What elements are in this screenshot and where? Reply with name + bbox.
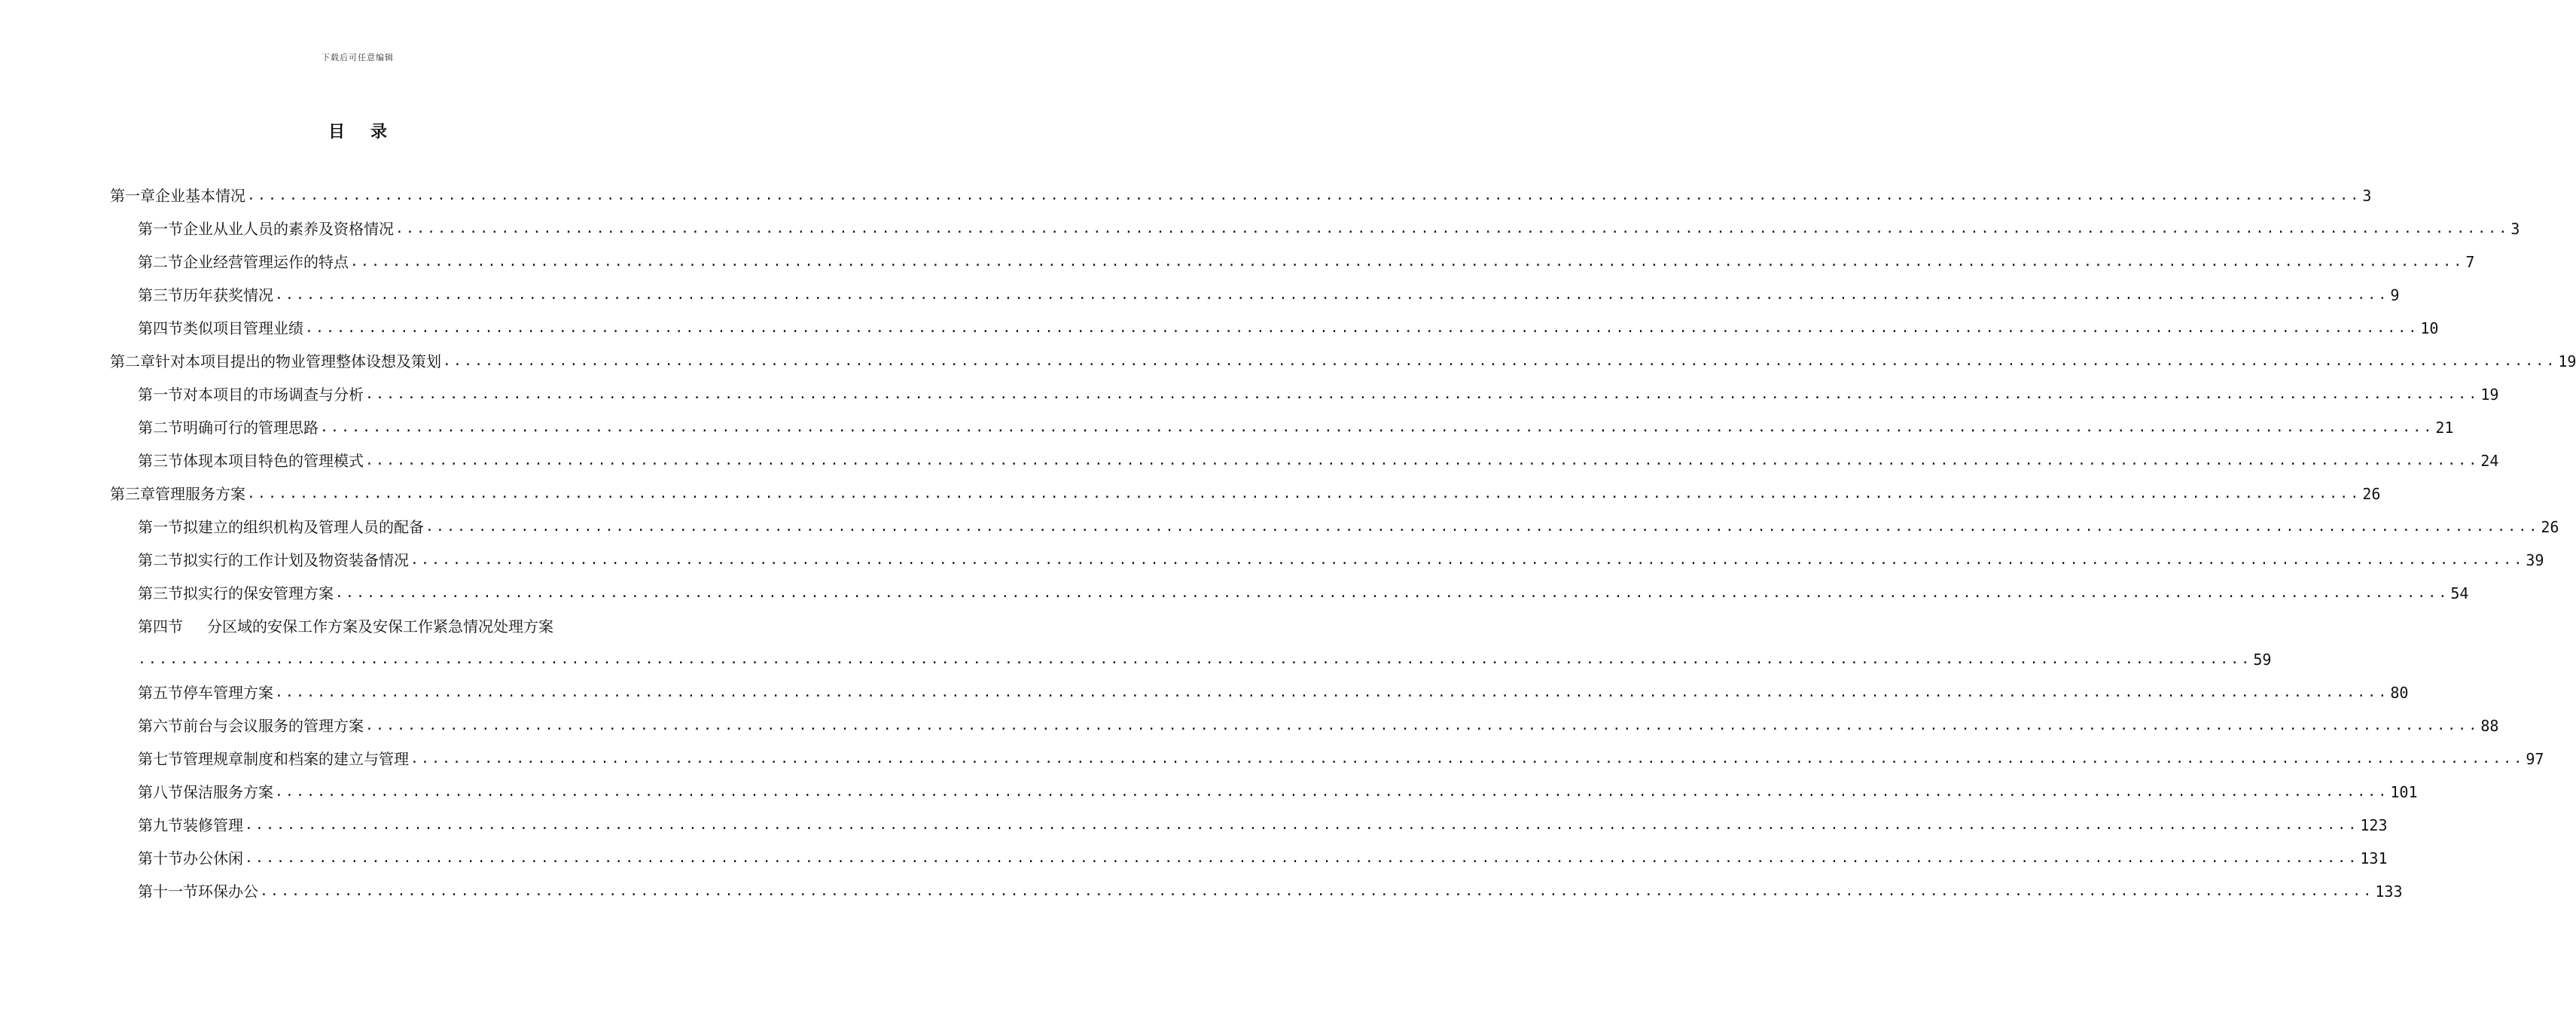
leader-dots: ........................................................................................................................................................................................................ [410,751,2525,767]
toc-section-row[interactable] [0,577,2469,610]
entry-number: 第九节 [138,816,183,834]
entry-page-number: 24 [2480,452,2499,470]
entry-number: 第八节 [138,783,183,801]
entry-number: 第四节 [138,617,183,636]
entry-title: 装修管理 [183,816,243,834]
entry-title: 针对本项目提出的物业管理整体设想及策划 [155,352,441,370]
entry-page-number: 26 [2541,518,2559,536]
entry-title: 企业基本情况 [155,187,245,205]
entry-title: 分区域的安保工作方案及安保工作紧急情况处理方案 [207,617,553,636]
entry-number: 第三章 [110,485,155,503]
toc-section-row[interactable] [0,809,2388,842]
entry-page-number: 80 [2390,684,2409,702]
toc-section-row[interactable] [0,544,2544,577]
entry-title: 办公休闲 [183,849,243,867]
entry-page-number: 10 [2420,319,2439,337]
entry-page-number: 19 [2558,352,2576,370]
leader-dots: ........................................................................................................................................................................................................ [443,353,2557,369]
entry-title: 对本项目的市场调查与分析 [183,386,364,404]
entry-title: 拟建立的组织机构及管理人员的配备 [183,518,424,536]
entry-number: 第十一节 [138,882,198,901]
leader-dots: ........................................................................................................................................................................................................ [275,684,2389,700]
leader-dots: ........................................................................................................................................................................................................ [275,784,2389,800]
leader-dots: ........................................................................................................................................................................................................ [395,221,2510,236]
entry-number: 第三节 [138,286,183,304]
entry-number: 第二节 [138,253,183,271]
entry-page-number: 54 [2450,584,2469,602]
toc-chapter-row[interactable] [0,179,2372,212]
entry-page-number: 9 [2390,286,2400,304]
entry-title: 拟实行的保安管理方案 [183,584,334,602]
leader-dots: ........................................................................................................................................................................................................ [410,552,2525,568]
entry-title: 企业从业人员的素养及资格情况 [183,220,394,238]
entry-page-number: 3 [2362,187,2372,205]
toc-section-row-continued[interactable] [0,643,2272,676]
entry-number: 第五节 [138,684,183,702]
toc-section-row[interactable] [0,212,2520,245]
toc-section-row[interactable] [0,676,2409,709]
leader-dots: ........................................................................................................................................................................................................ [365,453,2480,468]
leader-dots: ........................................................................................................................................................................................................ [365,386,2480,402]
toc-section-row[interactable] [0,411,2454,444]
toc-chapter-row[interactable] [0,345,2576,378]
entry-title: 拟实行的工作计划及物资装备情况 [183,551,409,569]
entry-title: 管理服务方案 [155,485,245,503]
leader-dots: ........................................................................................................................................................................................................ [138,651,2252,667]
entry-title: 类似项目管理业绩 [183,319,303,337]
entry-number: 第一节 [138,518,183,536]
entry-number: 第一节 [138,220,183,238]
entry-number: 第二章 [110,352,155,370]
toc-chapter-row[interactable] [0,477,2381,511]
leader-dots: ........................................................................................................................................................................................................ [320,419,2434,435]
entry-page-number: 59 [2253,651,2272,669]
leader-dots: ........................................................................................................................................................................................................ [425,519,2540,535]
toc-section-row[interactable] [0,444,2499,477]
entry-title: 停车管理方案 [183,684,273,702]
entry-page-number: 39 [2526,551,2544,569]
leader-dots: ........................................................................................................................................................................................................ [335,585,2449,601]
toc-section-row[interactable] [0,776,2418,809]
toc-section-row[interactable] [0,875,2403,908]
entry-number: 第二节 [138,551,183,569]
leader-dots: ........................................................................................................................................................................................................ [245,850,2359,866]
entry-page-number: 97 [2526,750,2544,768]
toc-section-row[interactable] [0,245,2475,279]
entry-page-number: 21 [2435,419,2454,437]
entry-title: 管理规章制度和档案的建立与管理 [183,750,409,768]
toc-section-row[interactable] [0,610,608,643]
entry-page-number: 131 [2360,849,2388,867]
header-note: 下载后可任意编辑 [322,53,394,62]
toc-section-row[interactable] [0,842,2388,875]
entry-number: 第一章 [110,187,155,205]
entry-number: 第一节 [138,386,183,404]
entry-page-number: 123 [2360,816,2388,834]
leader-dots: ........................................................................................................................................................................................................ [350,254,2465,270]
entry-page-number: 26 [2362,485,2381,503]
entry-title: 体现本项目特色的管理模式 [183,452,364,470]
entry-title: 明确可行的管理思路 [183,419,319,437]
entry-page-number: 3 [2510,220,2520,238]
leader-dots: ........................................................................................................................................................................................................ [247,187,2361,203]
entry-number: 第二节 [138,419,183,437]
entry-number: 第七节 [138,750,183,768]
leader-dots: ........................................................................................................................................................................................................ [247,486,2361,501]
entry-title: 前台与会议服务的管理方案 [183,717,364,735]
toc-section-row[interactable] [0,742,2544,776]
entry-page-number: 88 [2480,717,2499,735]
toc-section-row[interactable] [0,312,2439,345]
entry-number: 第六节 [138,717,183,735]
entry-title: 历年获奖情况 [183,286,273,304]
title-char-1: 目 [328,122,345,142]
table-of-contents [0,179,2576,908]
title-char-2: 录 [370,122,388,142]
leader-dots: ........................................................................................................................................................................................................ [365,718,2480,733]
page-title [0,119,715,142]
entry-page-number: 101 [2390,783,2418,801]
entry-page-number: 19 [2480,386,2499,404]
toc-section-row[interactable] [0,279,2400,312]
leader-dots: ........................................................................................................................................................................................................ [260,883,2374,899]
leader-dots: ........................................................................................................................................................................................................ [275,287,2389,303]
entry-number: 第三节 [138,452,183,470]
leader-dots: ........................................................................................................................................................................................................ [305,320,2419,336]
entry-number: 第三节 [138,584,183,602]
entry-number: 第四节 [138,319,183,337]
entry-title: 保洁服务方案 [183,783,273,801]
entry-title: 环保办公 [198,882,258,901]
entry-page-number: 7 [2465,253,2475,271]
leader-dots: ........................................................................................................................................................................................................ [245,817,2359,833]
entry-number: 第十节 [138,849,183,867]
entry-page-number: 133 [2375,882,2403,901]
toc-section-row[interactable] [0,709,2499,742]
toc-section-row[interactable] [0,378,2499,411]
entry-title: 企业经营管理运作的特点 [183,253,349,271]
toc-section-row[interactable] [0,511,2559,544]
